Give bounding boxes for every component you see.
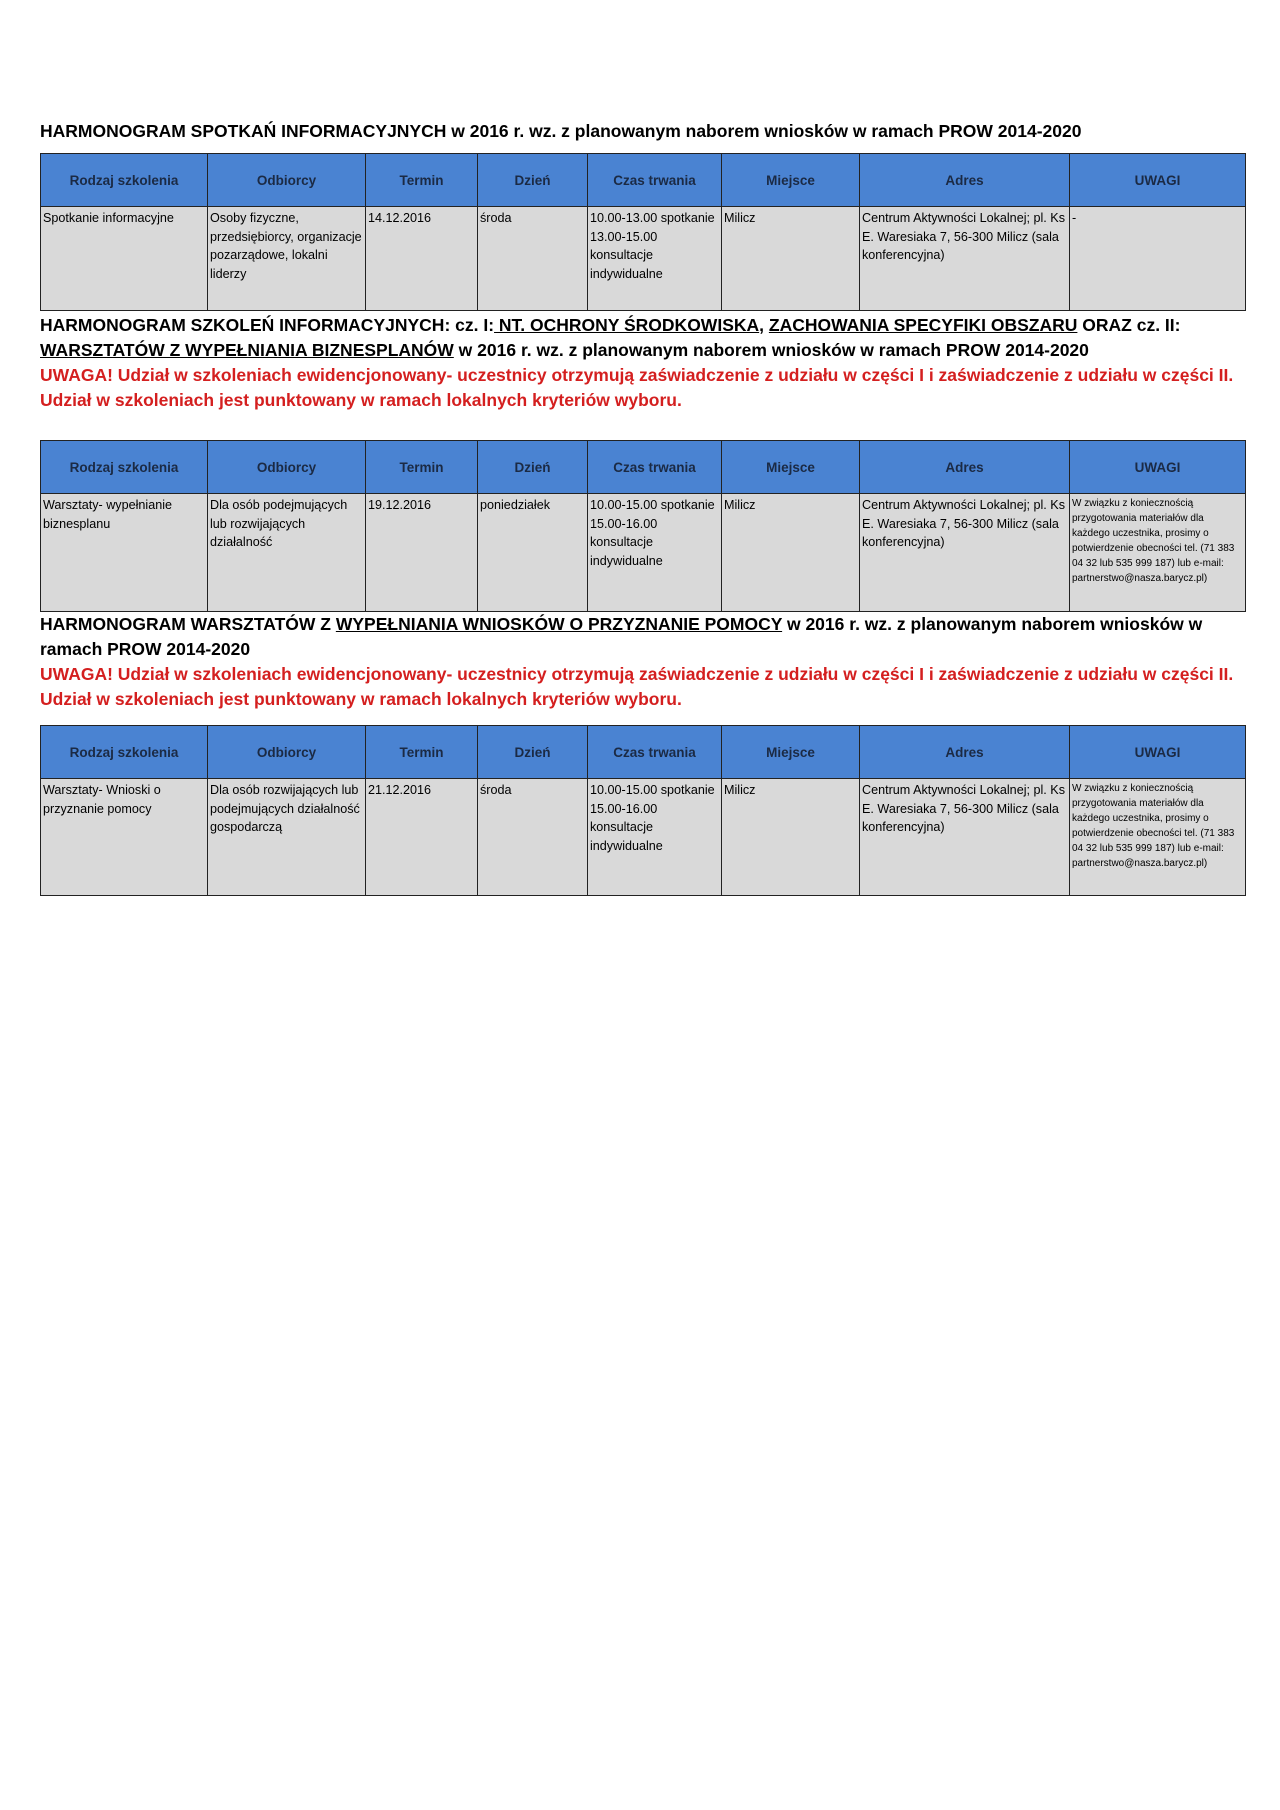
col-header-termin: Termin <box>366 441 478 494</box>
cell-uwagi: - <box>1070 207 1246 311</box>
cell-dzien: środa <box>478 207 588 311</box>
col-header-adres: Adres <box>860 154 1070 207</box>
col-header-rodzaj: Rodzaj szkolenia <box>41 726 208 779</box>
cell-adres: Centrum Aktywności Lokalnej; pl. Ks E. Waresiaka 7, 56-300 Milicz (sala konferencyjna) <box>860 494 1070 612</box>
cell-odbiorcy: Dla osób podejmujących lub rozwijających działalność <box>208 494 366 612</box>
cell-uwagi: W związku z koniecznością przygotowania materiałów dla każdego uczestnika, prosimy o potwierdzenie obecności tel. (71 383 04 32 lub 535 999 187) lub e-mail: partnerstwo@nasza.barycz.pl) <box>1070 494 1246 612</box>
section2-title: HARMONOGRAM SZKOLEŃ INFORMACYJNYCH: cz. I: NT. OCHRONY ŚRODKOWISKA, ZACHOWANIA SPECYFIKI OBSZARU ORAZ cz. II: WARSZTATÓW Z WYPEŁNIANIA BIZNESPLANÓW w 2016 r. wz. z planowanym naborem wniosków w ramach PROW 2014-2020 <box>40 315 1181 360</box>
col-header-uwagi: UWAGI <box>1070 441 1246 494</box>
cell-czas: 10.00-15.00 spotkanie 15.00-16.00 konsultacje indywidualne <box>588 494 722 612</box>
col-header-dzien: Dzień <box>478 154 588 207</box>
cell-adres: Centrum Aktywności Lokalnej; pl. Ks E. Waresiaka 7, 56-300 Milicz (sala konferencyjna) <box>860 207 1070 311</box>
table-header-row <box>41 441 1246 494</box>
cell-miejsce: Milicz <box>722 207 860 311</box>
cell-odbiorcy: Dla osób rozwijających lub podejmujących działalność gospodarczą <box>208 779 366 896</box>
col-header-dzien: Dzień <box>478 726 588 779</box>
cell-odbiorcy: Osoby fizyczne, przedsiębiorcy, organizacje pozarządowe, lokalni liderzy <box>208 207 366 311</box>
col-header-uwagi: UWAGI <box>1070 726 1246 779</box>
section2-heading-block <box>40 313 1245 413</box>
cell-dzien: środa <box>478 779 588 896</box>
col-header-miejsce: Miejsce <box>722 726 860 779</box>
section2-table <box>40 440 1246 612</box>
cell-termin: 21.12.2016 <box>366 779 478 896</box>
cell-czas: 10.00-15.00 spotkanie 15.00-16.00 konsultacje indywidualne <box>588 779 722 896</box>
col-header-czas: Czas trwania <box>588 726 722 779</box>
cell-rodzaj: Spotkanie informacyjne <box>41 207 208 311</box>
col-header-miejsce: Miejsce <box>722 441 860 494</box>
table-row <box>41 779 1246 896</box>
cell-rodzaj: Warsztaty- Wnioski o przyznanie pomocy <box>41 779 208 896</box>
col-header-czas: Czas trwania <box>588 441 722 494</box>
table-row <box>41 207 1246 311</box>
cell-miejsce: Milicz <box>722 494 860 612</box>
col-header-odbiorcy: Odbiorcy <box>208 726 366 779</box>
cell-adres: Centrum Aktywności Lokalnej; pl. Ks E. Waresiaka 7, 56-300 Milicz (sala konferencyjna) <box>860 779 1070 896</box>
cell-miejsce: Milicz <box>722 779 860 896</box>
col-header-adres: Adres <box>860 441 1070 494</box>
section3-title: HARMONOGRAM WARSZTATÓW Z WYPEŁNIANIA WNIOSKÓW O PRZYZNANIE POMOCY w 2016 r. wz. z planowanym naborem wniosków w ramach PROW 2014-2020 <box>40 614 1203 659</box>
col-header-odbiorcy: Odbiorcy <box>208 154 366 207</box>
col-header-rodzaj: Rodzaj szkolenia <box>41 154 208 207</box>
col-header-odbiorcy: Odbiorcy <box>208 441 366 494</box>
cell-termin: 14.12.2016 <box>366 207 478 311</box>
cell-dzien: poniedziałek <box>478 494 588 612</box>
section3-heading-block <box>40 612 1245 712</box>
col-header-uwagi: UWAGI <box>1070 154 1246 207</box>
section2-warning: UWAGA! Udział w szkoleniach ewidencjonowany- uczestnicy otrzymują zaświadczenie z udziału w części I i zaświadczenie z udziału w części II. Udział w szkoleniach jest punktowany w ramach lokalnych kryteriów wyboru. <box>40 365 1234 410</box>
section3-table <box>40 725 1246 896</box>
cell-termin: 19.12.2016 <box>366 494 478 612</box>
cell-uwagi: W związku z koniecznością przygotowania materiałów dla każdego uczestnika, prosimy o potwierdzenie obecności tel. (71 383 04 32 lub 535 999 187) lub e-mail: partnerstwo@nasza.barycz.pl) <box>1070 779 1246 896</box>
col-header-dzien: Dzień <box>478 441 588 494</box>
table-header-row <box>41 726 1246 779</box>
section1-title: HARMONOGRAM SPOTKAŃ INFORMACYJNYCH w 2016 r. wz. z planowanym naborem wniosków w ramach PROW 2014-2020 <box>40 121 1082 141</box>
table-header-row <box>41 154 1246 207</box>
section3-warning: UWAGA! Udział w szkoleniach ewidencjonowany- uczestnicy otrzymują zaświadczenie z udziału w części I i zaświadczenie z udziału w części II. Udział w szkoleniach jest punktowany w ramach lokalnych kryteriów wyboru. <box>40 664 1234 709</box>
cell-rodzaj: Warsztaty- wypełnianie biznesplanu <box>41 494 208 612</box>
col-header-termin: Termin <box>366 154 478 207</box>
col-header-czas: Czas trwania <box>588 154 722 207</box>
col-header-termin: Termin <box>366 726 478 779</box>
col-header-miejsce: Miejsce <box>722 154 860 207</box>
col-header-adres: Adres <box>860 726 1070 779</box>
col-header-rodzaj: Rodzaj szkolenia <box>41 441 208 494</box>
section1-table <box>40 153 1246 311</box>
cell-czas: 10.00-13.00 spotkanie 13.00-15.00 konsultacje indywidualne <box>588 207 722 311</box>
table-row <box>41 494 1246 612</box>
